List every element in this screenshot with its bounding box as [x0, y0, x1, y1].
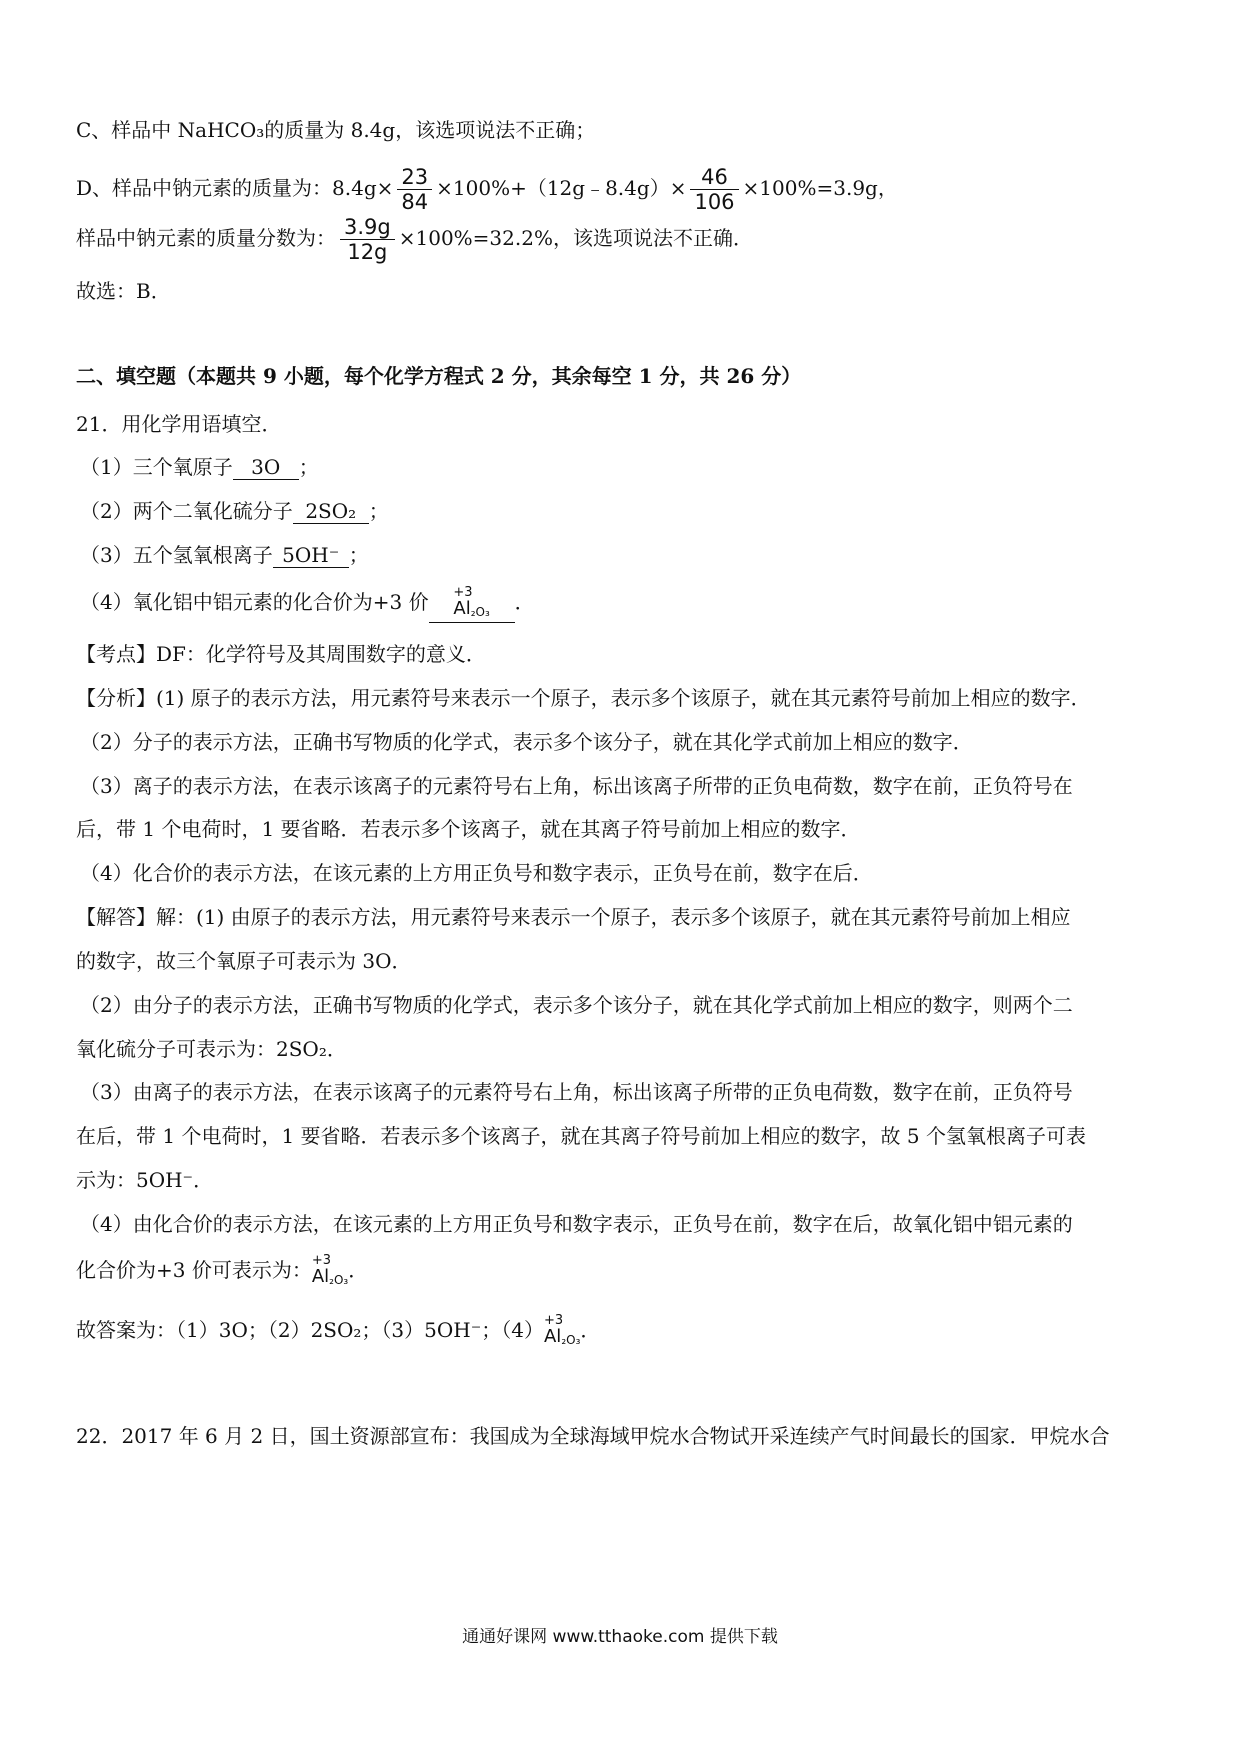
fenxi-line-3b: 后，带 1 个电荷时，1 要省略．若表示多个该离子，就在其离子符号前加上相应的数字．	[76, 817, 861, 841]
part-text: （1）三个氧原子	[80, 455, 233, 479]
final-prefix: 故答案为：（1）3O；（2）2SO₂；（3）5OH⁻；（4）	[76, 1318, 544, 1342]
jieda-line-2b: 氧化硫分子可表示为：2SO₂．	[76, 1037, 347, 1061]
fraction-numerator: 3.9g	[344, 215, 391, 239]
valence-charge: +3	[543, 1312, 564, 1328]
kaodian-line: 【考点】DF：化学符号及其周围数字的意义．	[76, 642, 486, 666]
q21-stem: 21．用化学用语填空．	[76, 412, 282, 436]
jieda-line-1b: 的数字，故三个氧原子可表示为 3O．	[76, 949, 412, 973]
valence-notation	[544, 1314, 580, 1350]
fraction-denominator: 106	[694, 190, 735, 214]
part-text: （2）两个二氧化硫分子	[80, 499, 293, 523]
d-suffix: ×100%=3.9g，	[742, 176, 898, 200]
d-middle: ×100%+（12g﹣8.4g）×	[436, 176, 687, 200]
jieda-line-1a: 【解答】解：(1) 由原子的表示方法，用元素符号来表示一个原子，表示多个该原子，就在其元素符号前加上相应	[76, 905, 1071, 929]
fraction-denominator: 12g	[347, 240, 388, 264]
jieda-4b-end: ．	[348, 1258, 369, 1282]
q21-part2	[80, 497, 1170, 525]
q21-part3	[80, 541, 1170, 569]
jieda-line-4b	[76, 1248, 1166, 1292]
valence-element-line	[453, 599, 489, 622]
q21-part4	[80, 580, 1170, 624]
fraction-numerator: 46	[701, 165, 728, 189]
section-title: 二、填空题（本题共 9 小题，每个化学方程式 2 分，其余每空 1 分，共 26 分）	[76, 364, 802, 388]
final-end: ．	[580, 1318, 601, 1342]
formula-rest: ₂O₃	[329, 1272, 349, 1287]
jieda-4b-text: 化合价为+3 价可表示为：	[76, 1258, 312, 1282]
part-text: （4）氧化铝中铝元素的化合价为+3 价	[80, 590, 429, 614]
formula-rest: ₂O₃	[561, 1332, 581, 1347]
fraction-numerator: 23	[401, 165, 429, 189]
q21-part1	[80, 453, 1170, 481]
fenxi-line-1: 【分析】(1) 原子的表示方法，用元素符号来表示一个原子，表示多个该原子，就在其元素符号前加上相应的数字．	[76, 686, 1091, 710]
final-answer-line	[76, 1308, 1166, 1352]
jieda-line-4a: （4）由化合价的表示方法，在该元素的上方用正负号和数字表示，正负号在前，数字在后，故氧化铝中铝元素的	[80, 1212, 1073, 1236]
fraction-3.9g-12g	[340, 215, 395, 264]
element-symbol: Al	[453, 597, 471, 619]
part-end: ；	[368, 499, 389, 523]
formula-rest: ₂O₃	[470, 604, 490, 619]
mass-suffix: ×100%=32.2%，该选项说法不正确．	[398, 226, 753, 250]
option-c-line: C、样品中 NaHCO₃的质量为 8.4g，该选项说法不正确；	[76, 118, 596, 142]
mass-prefix: 样品中钠元素的质量分数为：	[76, 226, 336, 250]
valence-charge: +3	[453, 584, 473, 600]
fenxi-line-4: （4）化合价的表示方法，在该元素的上方用正负号和数字表示，正负号在前，数字在后．	[80, 861, 873, 885]
jieda-line-3a: （3）由离子的表示方法，在表示该离子的元素符号右上角，标出该离子所带的正负电荷数，数字在前，正负符号	[80, 1080, 1073, 1104]
element-symbol: Al	[543, 1325, 562, 1347]
fraction-23-84	[397, 165, 432, 214]
answer-blank	[429, 582, 515, 623]
element-symbol: Al	[311, 1265, 330, 1287]
part-end: ；	[348, 543, 369, 567]
d-prefix: D、样品中钠元素的质量为：8.4g×	[76, 176, 394, 200]
part-text: （3）五个氢氧根离子	[80, 543, 273, 567]
valence-charge: +3	[311, 1252, 332, 1268]
valence-element-line	[544, 1327, 580, 1350]
fenxi-line-3a: （3）离子的表示方法，在表示该离子的元素符号右上角，标出该离子所带的正负电荷数，数字在前，正负符号在	[80, 774, 1073, 798]
jieda-line-3b: 在后，带 1 个电荷时，1 要省略．若表示多个该离子，就在其离子符号前加上相应的数字，故 5 个氢氧根离子可表	[76, 1124, 1086, 1148]
part-end: ；	[298, 455, 319, 479]
answer-blank: 5OH⁻	[273, 543, 349, 568]
fraction-denominator: 84	[401, 190, 429, 214]
fraction-46-106	[690, 165, 738, 214]
page-footer: 通通好课网 www.tthaoke.com 提供下载	[462, 1627, 778, 1647]
answer-choice: 故选：B．	[76, 279, 171, 303]
fenxi-line-2: （2）分子的表示方法，正确书写物质的化学式，表示多个该分子，就在其化学式前加上相应的数字．	[80, 730, 973, 754]
q22-stem: 22．2017 年 6 月 2 日，国土资源部宣布：我国成为全球海域甲烷水合物试开采连续产气时间最长的国家．甲烷水合	[76, 1424, 1110, 1448]
jieda-line-2a: （2）由分子的表示方法，正确书写物质的化学式，表示多个该分子，就在其化学式前加上相应的数字，则两个二	[80, 993, 1073, 1017]
jieda-line-3c: 示为：5OH⁻．	[76, 1168, 214, 1192]
answer-blank: 3O	[233, 455, 299, 480]
valence-element-line	[312, 1267, 348, 1290]
part-end: ．	[514, 590, 535, 614]
answer-blank: 2SO₂	[293, 499, 369, 524]
valence-notation	[453, 586, 489, 622]
mass-fraction-line	[76, 208, 1166, 268]
valence-notation	[312, 1254, 348, 1290]
